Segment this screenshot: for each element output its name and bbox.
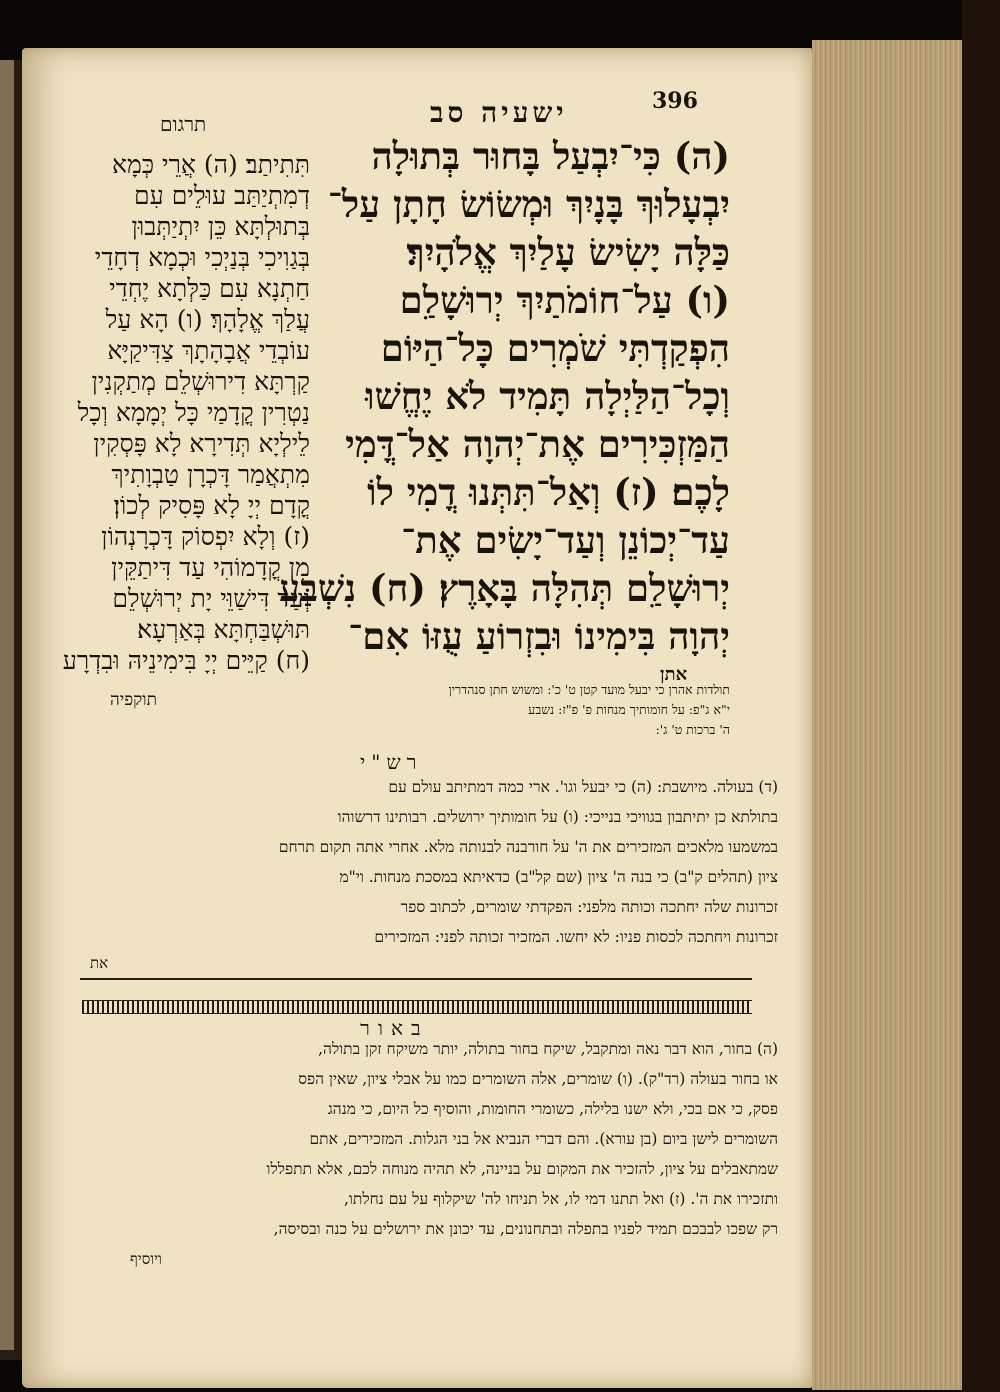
targum-heading: תרגום: [160, 112, 207, 136]
biur-line: ותזכירו את ה'. (ז) ואל תתנו דמי לו, אל תניחו לה' שיקלוף על עם נחלתו,: [343, 1190, 778, 1208]
biur-line: פסק, כי אם בכי, ולא ישנו בלילה, כשומרי החומות, והוסיף כל היום, כי מנהג: [327, 1100, 778, 1118]
targum-line: (ח) קַיֵּים יְיָ בִּימִינֵיהּ וּבִדְרָע: [62, 646, 310, 675]
targum-line: נַטְרִין קֳדָמַי כָּל יְמָמָא וְכָל: [77, 398, 310, 427]
page-fore-edge: [812, 40, 962, 1390]
toldot-aharon-line: ה' ברכות ט' ג':: [655, 722, 730, 737]
targum-line: חַתְנָא עִם כַּלְּתָא יֶחְדֵי: [109, 274, 310, 303]
catchword-main: אתן: [660, 664, 688, 685]
rashi-line: זכרונות ויחתכה לכסות פניו: לא יחשו. המזכיר זכותה לפני: המזכירים: [374, 928, 778, 946]
targum-line: מִתְאֲמַר דָּכְרָן טַבְוָתִיךְ: [111, 460, 310, 489]
biur-line: שמתאבלים על ציון, להזכיר את המקום על בניינה, לא תהיה מנוחה לכם, אלא תתפללו: [266, 1160, 778, 1178]
biur-line: או בחור בעולה (רד"ק). (ו) שומרים, אלה השומרים כמו על אבלי ציון, שאין הפס: [298, 1070, 778, 1088]
targum-line: דְמִתְיַתַּב עוּלֵים עִם: [134, 181, 310, 210]
targum-line: מִן קֳדָמוֹהִי עַד דִּיתַקֵּין: [111, 553, 310, 582]
targum-line: קַרְתָּא דִירוּשְׁלֵם מְתַקְנִין: [91, 367, 310, 396]
rashi-line: במשמעו מלאכים המזכירים את ה' על חורבנה לבנותה מלא. אחרי אתה תקום תרחם: [278, 838, 778, 856]
main-text-line: לָכֶם׃ (ז) וְאַל־תִּתְּנוּ דֳמִי לוֹ: [367, 470, 730, 514]
separator-rule: [80, 968, 752, 980]
targum-line: בְּגַוִיכִי בְּנַיְכִי וּכְמָא דְחָדֵי: [94, 243, 310, 272]
book-cover: [962, 0, 1000, 1392]
main-text-line: יִבְעָלוּךְ בָּנָיִךְ וּמְשׂוֹשׂ חָתָן עַל־: [327, 182, 730, 226]
main-text-line: (ה) כִּי־יִבְעַל בָּחוּר בְּתוּלָה: [371, 134, 730, 178]
biur-line: השומרים לישן ביום (בן עורא). והם דברי הנביא אל בני הגלות. המזכירים, אתם: [309, 1130, 778, 1148]
left-page-edge: [0, 60, 14, 1350]
biur-line: רק שפכו לבבכם תמיד לפניו בתפלה ובתחנונים, עד יכונן את ירושלים על כנה ובסיסה,: [273, 1220, 778, 1238]
main-text-line: (ו) עַל־חוֹמֹתַיִךְ יְרוּשָׁלִַם: [399, 278, 730, 322]
catchword-targum: תוקפיה: [110, 690, 157, 710]
targum-line: עוֹבְדֵי אֲבָהָתָךְ צַדִּיקַיָּא: [107, 336, 310, 365]
toldot-aharon-line: תולדות אהרן כי יבעל מועד קטן ט' כ': ומשוש חתן סנהדרין: [448, 682, 730, 697]
main-text-line: יְהוָה בִּימִינוֹ וּבִזְרוֹעַ עֻזּוֹ אִם־: [348, 614, 730, 658]
catchword-biur: ויוסיף: [130, 1250, 162, 1268]
main-text-line: וְכָל־הַלַּיְלָה תָּמִיד לֹא יֶחֱשׁוּ: [365, 374, 730, 418]
page-number: 396: [652, 88, 698, 114]
targum-line: עֲלַךְ אֱלָהָךְ׃ (ו) הָא עַל: [105, 305, 310, 334]
biur-heading: באור: [360, 1016, 429, 1040]
toldot-aharon-line: י"א ג"פ: על חומותיך מנחות פ' פ"ז: נשבע: [528, 702, 730, 717]
biur-line: (ה) בחור, הוא דבר נאה ומתקבל, שיקח בחור בתולה, יותר משיקח זקן בתולה,: [318, 1040, 778, 1058]
catchword-rashi: את: [90, 954, 109, 972]
main-text-line: יְרוּשָׁלִַם תְּהִלָּה בָּאָרֶץ׃ (ח) נִשְׁבַּע: [279, 566, 730, 610]
running-head: ישעיה סב: [430, 96, 568, 129]
rashi-line: (ד) בעולה. מיושבת: (ה) כי יבעל וגו'. ארי כמה דמתיתב עולם עם: [388, 778, 778, 796]
rashi-heading: רש"י: [360, 750, 423, 774]
ornamental-border: [82, 1000, 752, 1014]
main-text-line: הִפְקַדְתִּי שֹׁמְרִים כָּל־הַיּוֹם: [380, 326, 730, 370]
targum-line: בְּתוּלְתָּא כֵּן יִתְיַתְּבוּן: [131, 212, 310, 241]
main-text-line: כַּלָּה יָשִׂישׂ עָלַיִךְ אֱלֹהָיִךְ׃: [406, 230, 730, 274]
rashi-line: ציון (תהלים ק"ב) כי בנה ה' ציון (שם קל"ב) כדאיתא במסכת מנחות. וי"מ: [339, 868, 778, 886]
rashi-line: זכרונות שלה יחתכה וכותה מלפני: הפקדתי שומרים, לכתוב ספר: [400, 898, 778, 916]
targum-line: לֵילְיָא תְּדִירָא לָא פָּסְקִין: [93, 429, 310, 458]
targum-line: תּוּשְׁבַּחְתָּא בְּאַרְעָא׃: [137, 615, 310, 644]
main-text-line: עַד־יְכוֹנֵן וְעַד־יָשִׂים אֶת־: [401, 518, 730, 562]
targum-line: (ז) וְלָא יִפְסוֹק דָּכְרָנְהוֹן: [101, 522, 310, 551]
targum-line: קֳדָם יְיָ לָא פָּסִיק לְכוֹן׃: [113, 491, 310, 520]
rashi-line: בתולתא כן יתיתבון בגוויכי בנייכי: (ו) על חומותיך ירושלים. רבותינו דרשוהו: [337, 808, 778, 826]
targum-line: תִּתִיתַב׃ (ה) אֲרֵי כְּמָא: [112, 150, 310, 179]
main-text-line: הַמַּזְכִּירִים אֶת־יְהוָה אַל־דֳּמִי: [345, 422, 730, 466]
targum-line: וְעַד דִּישַׁוֵּי יָת יְרוּשְׁלֵם: [112, 584, 310, 613]
